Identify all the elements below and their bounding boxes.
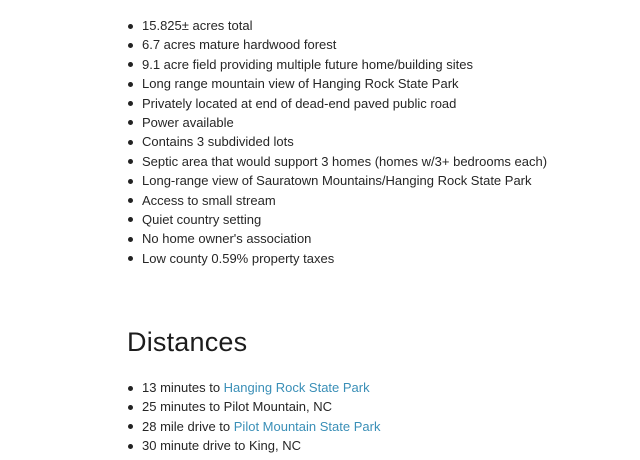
bullet-icon [128,424,133,429]
bullet-icon [128,217,133,222]
bullet-icon [128,43,133,48]
feature-item [0,74,547,93]
bullet-icon [128,140,133,145]
feature-item [0,94,547,113]
bullet-icon [128,101,133,106]
bullet-icon [128,24,133,29]
feature-text: No home owner's association [142,231,312,247]
bullet-icon [128,386,133,391]
feature-text: 15.825± acres total [142,18,253,33]
feature-item [0,210,547,229]
feature-text: Quiet country setting [142,211,262,227]
distance-item [0,417,380,436]
pilot-mountain-state-park-link[interactable]: Pilot Mountain State Park [233,418,381,434]
feature-item [0,132,547,151]
bullet-icon [128,256,133,261]
feature-text: Contains 3 subdivided lots [142,134,294,150]
feature-text: Long range mountain view of Hanging Rock State Park [142,76,459,92]
bullet-icon [128,159,133,164]
bullet-icon [128,237,133,242]
distance-text: 28 mile drive to [142,418,234,434]
hanging-rock-state-park-link[interactable]: Hanging Rock State Park [223,380,370,395]
feature-text: Privately located at end of dead-end paved public road [142,95,457,111]
distance-item [0,397,380,416]
distance-text: 13 minutes to [142,380,224,395]
feature-text: Power available [142,114,234,130]
distances-list [0,378,380,456]
feature-text: Low county 0.59% property taxes [142,250,335,266]
feature-item [0,152,547,171]
bullet-icon [128,198,133,203]
feature-item [0,55,547,74]
bullet-icon [128,405,133,410]
distance-item [0,436,380,455]
feature-text: 6.7 acres mature hardwood forest [142,37,337,53]
bullet-icon [128,444,133,449]
distance-text: 25 minutes to Pilot Mountain, NC [142,399,333,415]
feature-item [0,16,547,35]
feature-item [0,35,547,54]
feature-text: 9.1 acre field providing multiple future home/building sites [142,56,473,72]
bullet-icon [128,62,133,67]
bullet-icon [128,82,133,87]
feature-item [0,113,547,132]
feature-item [0,191,547,210]
feature-item [0,229,547,248]
feature-text: Access to small stream [142,192,276,208]
bullet-icon [128,179,133,184]
bullet-icon [128,120,133,125]
features-list [0,16,547,268]
feature-text: Long-range view of Sauratown Mountains/Hanging Rock State Park [142,173,532,189]
feature-item [0,249,547,268]
distance-item [0,378,380,397]
distances-heading: Distances [127,327,248,357]
distance-text: 30 minute drive to King, NC [142,438,301,454]
feature-text: Septic area that would support 3 homes (homes w/3+ bedrooms each) [142,153,548,169]
feature-item [0,171,547,190]
